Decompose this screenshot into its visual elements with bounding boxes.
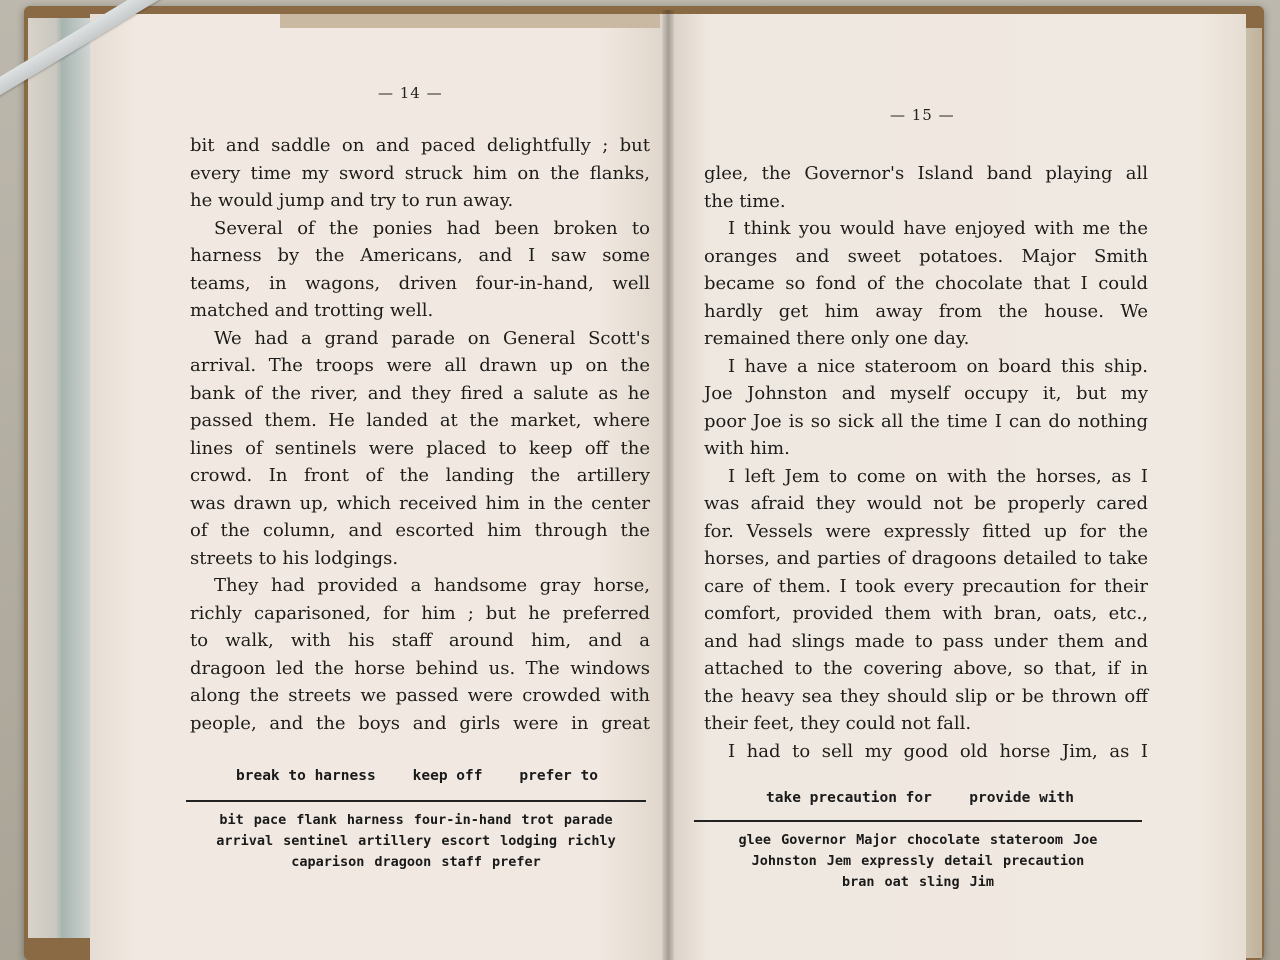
vocab-row bbox=[694, 872, 1142, 893]
vocab-word: flank bbox=[296, 812, 337, 828]
left-vocabulary-list bbox=[186, 810, 646, 873]
vocab-word: oat bbox=[884, 874, 909, 890]
phrase-item: keep off bbox=[412, 768, 483, 784]
text-line: care of them. I took every precaution for their bbox=[704, 575, 1148, 597]
vocab-word: stateroom bbox=[989, 832, 1064, 848]
text-line: their feet, they could not fall. bbox=[704, 713, 972, 734]
vocab-word: dragoon bbox=[374, 854, 432, 870]
text-line: comfort, provided them with bran, oats, etc., bbox=[704, 603, 1148, 624]
vocab-word: staff bbox=[441, 854, 482, 870]
text-line: attached to the covering above, so that, if in bbox=[704, 658, 1148, 679]
text-line: hardly get him away from the house. We bbox=[704, 300, 1148, 322]
vocab-word: trot bbox=[521, 812, 554, 828]
text-line: the time. bbox=[704, 190, 786, 212]
endpaper bbox=[28, 18, 90, 938]
vocab-row bbox=[694, 830, 1142, 851]
vocab-word: parade bbox=[563, 812, 613, 828]
text-line: to walk, with his staff around him, and a bbox=[190, 630, 650, 651]
vocab-word: Jem bbox=[826, 853, 852, 869]
page-number-left: — 14 — bbox=[378, 84, 443, 102]
left-page bbox=[90, 14, 668, 960]
left-phrase-list bbox=[236, 768, 598, 784]
text-line: became so fond of the chocolate that I could bbox=[704, 273, 1148, 294]
vocab-word: Jim bbox=[969, 874, 994, 890]
vocab-word: bit bbox=[219, 812, 244, 828]
text-line: people, and the boys and girls were in great bbox=[190, 712, 650, 734]
left-body-text bbox=[190, 132, 650, 737]
text-line: dragoon led the horse behind us. The windows bbox=[190, 657, 650, 679]
text-line: lines of sentinels were placed to keep off the bbox=[190, 437, 650, 459]
phrase-item: prefer to bbox=[519, 768, 598, 784]
text-line: remained there only one day. bbox=[704, 328, 970, 349]
text-line: I have a nice stateroom on board this ship. bbox=[728, 355, 1148, 377]
text-line: poor Joe is so sick all the time I can do nothing bbox=[704, 410, 1148, 432]
vocab-word: escort bbox=[441, 833, 491, 849]
text-line: matched and trotting well. bbox=[190, 300, 434, 321]
vocab-word: Major bbox=[856, 832, 897, 848]
text-line: richly caparisoned, for him ; but he preferred bbox=[190, 602, 650, 624]
text-line: bit and saddle on and paced delightfully ; but bbox=[190, 135, 650, 156]
vocab-row bbox=[186, 852, 646, 873]
text-line: bank of the river, and they fired a salute as he bbox=[190, 382, 650, 404]
right-phrase-list bbox=[766, 790, 1074, 806]
phrase-item: provide with bbox=[969, 790, 1074, 806]
text-line: was drawn up, which received him in the center bbox=[190, 492, 650, 514]
vocab-word: lodging bbox=[500, 833, 557, 849]
vocab-word: glee bbox=[738, 832, 772, 848]
text-line: Joe Johnston and myself occupy it, but my bbox=[704, 383, 1148, 404]
right-body-text bbox=[704, 160, 1148, 765]
text-line: teams, in wagons, driven four-in-hand, well bbox=[190, 272, 650, 294]
text-line: They had provided a handsome gray horse, bbox=[214, 575, 650, 596]
vocab-word: chocolate bbox=[906, 832, 980, 848]
text-line: crowd. In front of the landing the artillery bbox=[190, 465, 650, 486]
left-divider bbox=[186, 800, 646, 802]
text-line: passed them. He landed at the market, where bbox=[190, 410, 650, 431]
text-line: I think you would have enjoyed with me the bbox=[728, 218, 1148, 239]
vocab-word: precaution bbox=[1003, 853, 1085, 869]
vocab-word: caparison bbox=[291, 854, 365, 870]
text-line: arrival. The troops were all drawn up on the bbox=[190, 355, 650, 376]
vocab-word: bran bbox=[842, 874, 875, 890]
text-line: he would jump and try to run away. bbox=[190, 190, 514, 211]
text-line: glee, the Governor's Island band playing all bbox=[704, 163, 1148, 184]
vocab-word: detail bbox=[944, 853, 994, 869]
text-line: was afraid they would not be properly cared bbox=[704, 493, 1148, 514]
phrase-item: take precaution for bbox=[766, 790, 932, 806]
vocab-word: richly bbox=[567, 833, 616, 849]
vocab-word: pace bbox=[253, 812, 287, 828]
vocab-word: four-in-hand bbox=[413, 812, 512, 828]
vocab-word: sentinel bbox=[283, 833, 349, 849]
text-line: I had to sell my good old horse Jim, as I bbox=[728, 740, 1148, 762]
phrase-item: break to harness bbox=[236, 768, 376, 784]
text-line: oranges and sweet potatoes. Major Smith bbox=[704, 245, 1148, 267]
right-divider bbox=[694, 820, 1142, 822]
vocab-word: sling bbox=[918, 874, 960, 890]
vocab-row bbox=[186, 831, 646, 852]
right-page bbox=[668, 14, 1246, 960]
text-line: We had a grand parade on General Scott's bbox=[214, 327, 650, 349]
text-line: with him. bbox=[704, 438, 790, 459]
text-line: streets to his lodgings. bbox=[190, 547, 399, 569]
vocab-word: Joe bbox=[1073, 832, 1098, 848]
text-line: along the streets we passed were crowded with bbox=[190, 685, 650, 706]
vocab-word: expressly bbox=[861, 853, 935, 869]
text-line: every time my sword struck him on the flanks, bbox=[190, 162, 650, 184]
vocab-row bbox=[186, 810, 646, 831]
text-line: I left Jem to come on with the horses, as I bbox=[728, 465, 1148, 487]
vocab-word: prefer bbox=[491, 854, 541, 870]
text-line: and had slings made to pass under them and bbox=[704, 630, 1148, 652]
text-line: harness by the Americans, and I saw some bbox=[190, 245, 650, 266]
text-line: the heavy sea they should slip or be thrown off bbox=[704, 685, 1148, 707]
text-line: Several of the ponies had been broken to bbox=[214, 217, 650, 239]
vocab-word: harness bbox=[346, 812, 404, 828]
vocab-row bbox=[694, 851, 1142, 872]
text-line: of the column, and escorted him through the bbox=[190, 520, 650, 541]
page-number-right: — 15 — bbox=[890, 106, 955, 124]
vocab-word: artillery bbox=[358, 833, 432, 849]
torn-edge bbox=[280, 14, 660, 28]
book-gutter bbox=[662, 10, 674, 960]
vocab-word: arrival bbox=[216, 833, 274, 849]
vocab-word: Governor bbox=[781, 832, 847, 848]
right-vocabulary-list bbox=[694, 830, 1142, 893]
vocab-word: Johnston bbox=[751, 853, 817, 869]
text-line: horses, and parties of dragoons detailed to take bbox=[704, 548, 1148, 569]
text-line: for. Vessels were expressly fitted up for the bbox=[704, 520, 1148, 542]
